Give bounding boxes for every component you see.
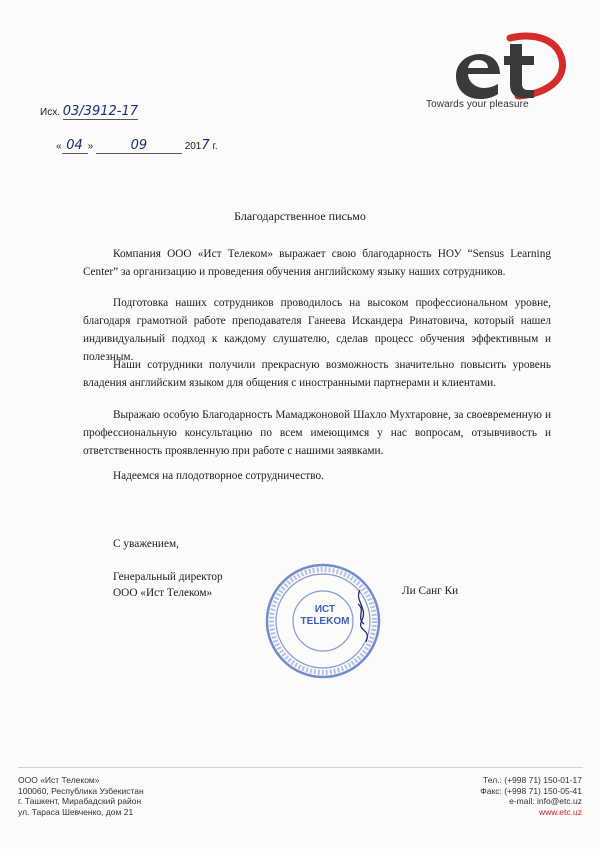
date-suffix: г. bbox=[212, 141, 218, 152]
footer-contacts bbox=[430, 775, 582, 817]
footer-website-link[interactable]: www.etc.uz bbox=[539, 806, 582, 817]
outgoing-reference bbox=[40, 104, 138, 120]
footer-street: ул. Тараса Шевченко, дом 21 bbox=[18, 806, 134, 817]
footer-fax: Факс: (+998 71) 150-05-41 bbox=[480, 785, 582, 796]
date-open-quote: « bbox=[56, 141, 62, 152]
letter-date bbox=[56, 138, 218, 154]
footer-divider bbox=[18, 767, 583, 768]
paragraph-cooperation: Надеемся на плодотворное сотрудничество. bbox=[113, 470, 324, 482]
et-logo-icon bbox=[418, 32, 568, 104]
paragraph-gratitude: Компания ООО «Ист Телеком» выражает свою благодарность НОУ “Sensus Learning Center” за организацию и проведения обучения английскому языку наших сотрудников. bbox=[83, 248, 551, 278]
footer-city: г. Ташкент, Мирабадский район bbox=[18, 796, 142, 806]
date-year-prefix: 201 bbox=[184, 141, 202, 152]
date-year-digit: 7 bbox=[201, 138, 210, 153]
reference-number: 03/3912-17 bbox=[62, 104, 138, 119]
date-close-quote: » bbox=[87, 141, 94, 152]
footer-email[interactable]: e-mail: info@etc.uz bbox=[509, 796, 582, 806]
reference-prefix: Исх. bbox=[40, 107, 60, 118]
seal-line-2: TELEKOM bbox=[300, 616, 350, 627]
seal-line-1: ИСТ bbox=[314, 604, 336, 615]
signer-position: Генеральный директор bbox=[113, 571, 223, 583]
seal-text bbox=[295, 604, 355, 628]
footer-phone: Тел.: (+998 71) 150-01-17 bbox=[483, 775, 582, 785]
date-month: 09 bbox=[96, 138, 182, 154]
footer-company: ООО «Ист Телеком» bbox=[18, 775, 100, 785]
paragraph-teacher: Подготовка наших сотрудников проводилось на высоком профессиональном уровне, благодаря грамотной работе преподавателя Ганеева Искандера Ринатовича, который нашел индивидуальный подход к каждому слушателю, сделав процесс обучения эффективным и полезным. bbox=[83, 297, 551, 363]
date-day: 04 bbox=[62, 138, 88, 154]
signer-company: ООО «Ист Телеком» bbox=[113, 587, 213, 599]
footer-postal: 100060, Республика Узбекистан bbox=[18, 785, 144, 796]
closing-regards: С уважением, bbox=[113, 538, 179, 550]
paragraph-opportunity: Наши сотрудники получили прекрасную возможность значительно повысить уровень владения английским языком для общения с иностранными партнерами и клиентами. bbox=[83, 359, 551, 389]
paragraph-consultant: Выражаю особую Благодарность Мамаджоновой Шахло Мухтаровне, за своевременную и профессиональную консультацию по всем имеющимся у нас вопросам, отзывчивость и ответственность проявленную при работе с нашими заявками. bbox=[83, 409, 551, 457]
footer-address bbox=[18, 775, 144, 817]
signer-name: Ли Санг Ки bbox=[402, 585, 459, 597]
letter-title: Благодарственное письмо bbox=[234, 209, 366, 223]
logo-tagline: Towards your pleasure bbox=[426, 99, 529, 110]
